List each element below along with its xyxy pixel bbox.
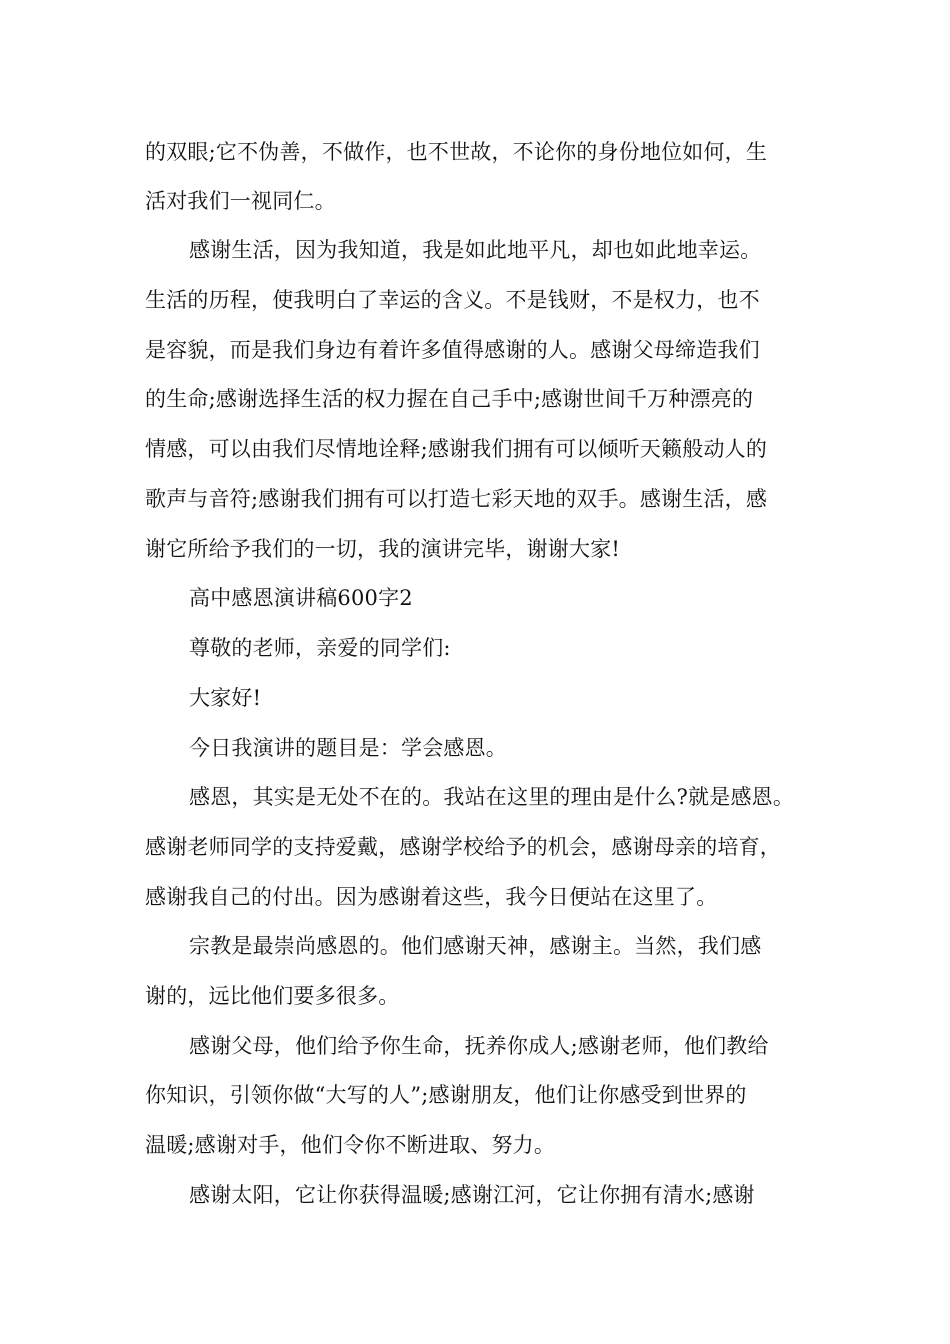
section-title: 高中感恩演讲稿600字2: [189, 586, 413, 610]
paragraph-line: 感谢老师同学的支持爱戴，感谢学校给予的机会，感谢母亲的培育，: [145, 835, 781, 859]
paragraph-line: 是容貌，而是我们身边有着许多值得感谢的人。感谢父母缔造我们: [145, 338, 760, 362]
paragraph-line: 今日我演讲的题目是：学会感恩。: [189, 736, 507, 760]
paragraph-line: 感谢父母，他们给予你生命，抚养你成人;感谢老师，他们教给: [189, 1034, 769, 1058]
paragraph-line: 感恩，其实是无处不在的。我站在这里的理由是什么?就是感恩。: [189, 785, 795, 809]
paragraph-line: 生活的历程，使我明白了幸运的含义。不是钱财，不是权力，也不: [145, 288, 760, 312]
paragraph-line: 谢它所给予我们的一切，我的演讲完毕，谢谢大家!: [145, 537, 621, 561]
paragraph-line: 歌声与音符;感谢我们拥有可以打造七彩天地的双手。感谢生活，感: [145, 487, 768, 511]
paragraph-line: 的生命;感谢选择生活的权力握在自己手中;感谢世间千万种漂亮的: [145, 387, 754, 411]
paragraph-line: 感谢生活，因为我知道，我是如此地平凡，却也如此地幸运。: [189, 238, 762, 262]
paragraph-line: 的双眼;它不伪善，不做作，也不世故，不论你的身份地位如何，生: [145, 140, 768, 164]
greeting-line: 大家好!: [189, 686, 262, 710]
paragraph-line: 宗教是最崇尚感恩的。他们感谢天神，感谢主。当然，我们感: [189, 934, 762, 958]
paragraph-line: 感谢太阳，它让你获得温暖;感谢江河，它让你拥有清水;感谢: [189, 1183, 755, 1207]
paragraph-line: 情感，可以由我们尽情地诠释;感谢我们拥有可以倾听天籁般动人的: [145, 437, 768, 461]
paragraph-line: 你知识，引领你做“大写的人”;感谢朋友，他们让你感受到世界的: [145, 1083, 747, 1107]
salutation-line: 尊敬的老师，亲爱的同学们:: [189, 636, 451, 660]
paragraph-line: 感谢我自己的付出。因为感谢着这些，我今日便站在这里了。: [145, 885, 718, 909]
paragraph-line: 温暖;感谢对手，他们令你不断进取、努力。: [145, 1133, 556, 1157]
paragraph-line: 谢的，远比他们要多很多。: [145, 984, 400, 1008]
paragraph-line: 活对我们一视同仁。: [145, 189, 336, 213]
